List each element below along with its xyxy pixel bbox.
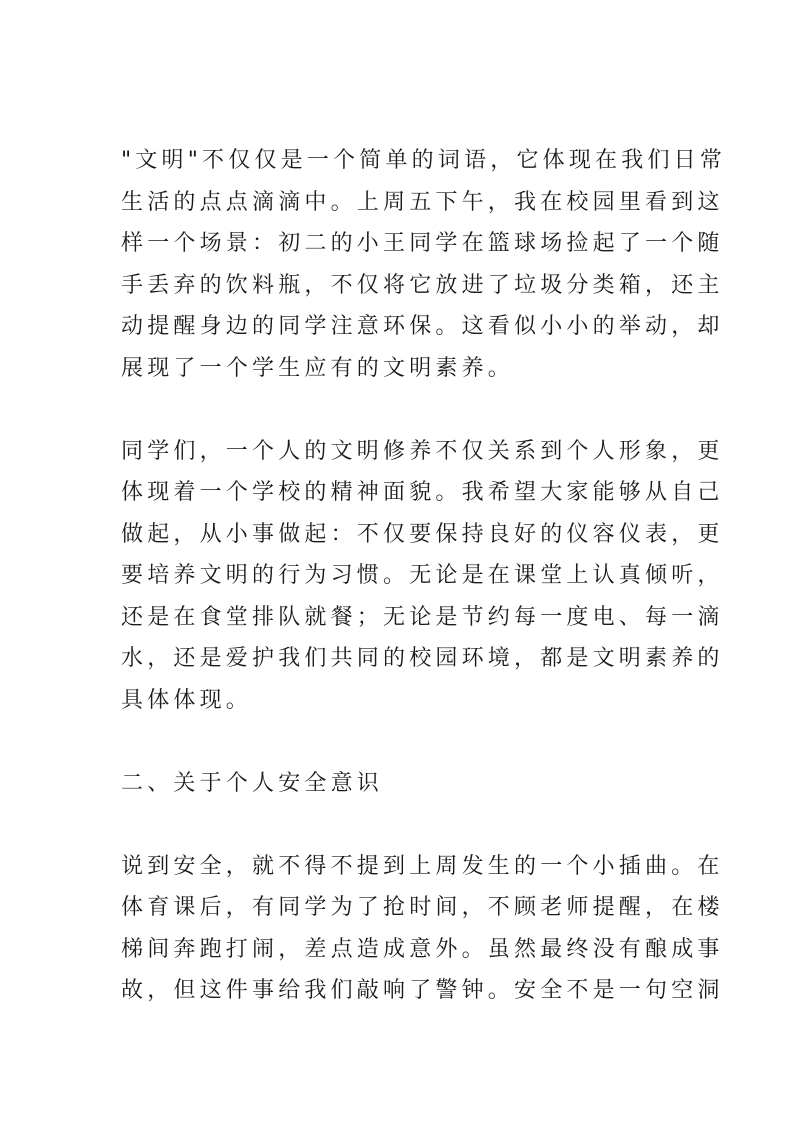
text-line: "文明"不仅仅是一个简单的词语，它体现在我们日常 — [121, 148, 727, 173]
text-line: 样一个场景：初二的小王同学在篮球场捡起了一个随 — [121, 231, 724, 256]
text-line: 水，还是爱护我们共同的校园环境，都是文明素养的 — [121, 646, 724, 671]
text-line: 手丢弃的饮料瓶，不仅将它放进了垃圾分类箱，还主 — [121, 273, 724, 298]
text-line: 做起，从小事做起：不仅要保持良好的仪容仪表，更 — [121, 522, 724, 547]
text-line: 说到安全，就不得不提到上周发生的一个小插曲。在 — [121, 854, 724, 879]
text-line: 还是在食堂排队就餐；无论是节约每一度电、每一滴 — [121, 605, 724, 630]
section-heading: 二、关于个人安全意识 — [121, 771, 384, 796]
text-line: 梯间奔跑打闹，差点造成意外。虽然最终没有酿成事 — [121, 937, 724, 962]
text-line: 生活的点点滴滴中。上周五下午，我在校园里看到这 — [121, 190, 724, 215]
text-line: 同学们，一个人的文明修养不仅关系到个人形象，更 — [121, 439, 724, 464]
text-line: 要培养文明的行为习惯。无论是在课堂上认真倾听， — [121, 563, 724, 588]
text-line: 展现了一个学生应有的文明素养。 — [121, 356, 515, 381]
text-line: 具体体现。 — [121, 688, 253, 713]
text-line: 体现着一个学校的精神面貌。我希望大家能够从自己 — [121, 480, 724, 505]
text-line: 故，但这件事给我们敲响了警钟。安全不是一句空洞 — [121, 978, 724, 1003]
text-line: 体育课后，有同学为了抢时间，不顾老师提醒，在楼 — [121, 895, 724, 920]
text-line: 动提醒身边的同学注意环保。这看似小小的举动，却 — [121, 314, 724, 339]
